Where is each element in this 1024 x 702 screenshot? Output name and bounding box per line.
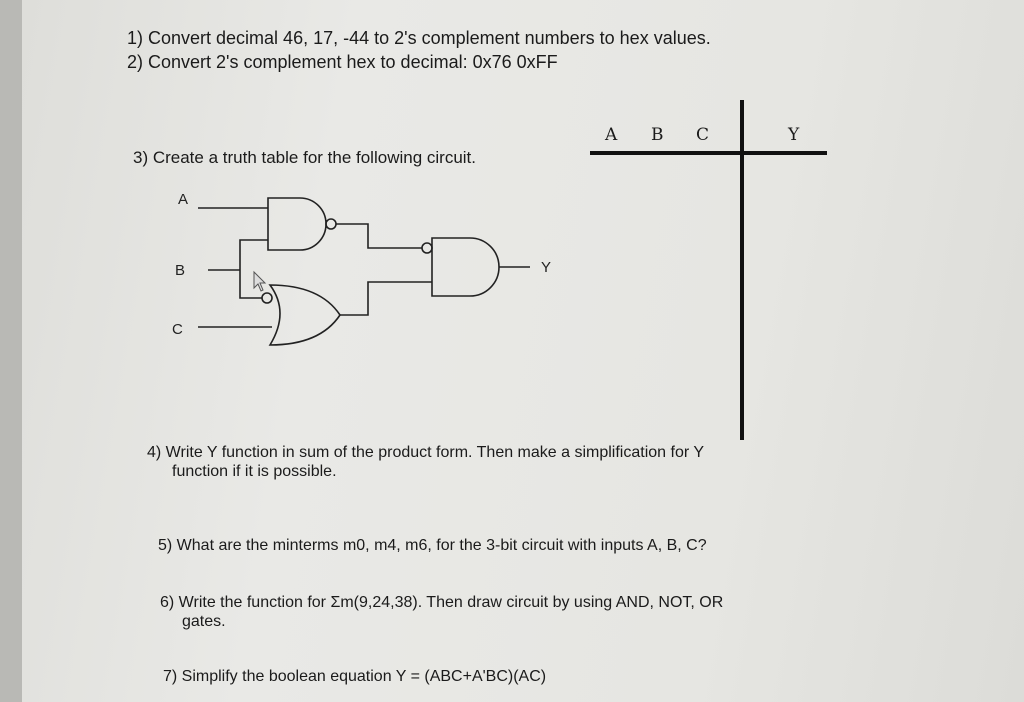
question-3: 3) Create a truth table for the following circuit.	[133, 148, 476, 167]
wire-nand-out	[336, 224, 422, 248]
and-gate	[432, 238, 499, 296]
question-7: 7) Simplify the boolean equation Y = (ABC+A'BC)(AC)	[163, 668, 547, 685]
wire-or-out	[340, 282, 432, 315]
or-input-bubble	[262, 293, 272, 303]
question-6-continued: gates.	[182, 613, 226, 630]
input-label-a: A	[178, 191, 189, 208]
truth-table-header-a: A	[605, 125, 618, 145]
mouse-cursor-icon	[254, 272, 265, 291]
logic-circuit-diagram	[150, 180, 570, 360]
question-1: 1) Convert decimal 46, 17, -44 to 2's complement numbers to hex values.	[127, 28, 711, 48]
output-label-y: Y	[541, 259, 552, 276]
question-4: 4) Write Y function in sum of the product form. Then make a simplification for Y	[147, 444, 704, 461]
truth-table-header-y: Y	[788, 125, 800, 145]
input-label-b: B	[175, 262, 186, 279]
truth-table-horizontal-rule	[590, 151, 827, 155]
nand-gate	[268, 198, 326, 250]
truth-table-vertical-rule	[740, 100, 744, 440]
truth-table-header-c: C	[696, 125, 710, 145]
question-4-continued: function if it is possible.	[172, 463, 337, 480]
and-input-bubble	[422, 243, 432, 253]
or-gate	[270, 285, 340, 345]
truth-table-header-b: B	[651, 125, 664, 145]
question-6: 6) Write the function for Σm(9,24,38). Then draw circuit by using AND, NOT, OR	[160, 594, 724, 611]
nand-output-bubble	[326, 219, 336, 229]
wire-b-to-nand	[240, 240, 268, 270]
input-label-c: C	[172, 321, 183, 338]
question-2: 2) Convert 2's complement hex to decimal: 0x76 0xFF	[127, 52, 558, 72]
question-5: 5) What are the minterms m0, m4, m6, for the 3-bit circuit with inputs A, B, C?	[158, 537, 707, 554]
